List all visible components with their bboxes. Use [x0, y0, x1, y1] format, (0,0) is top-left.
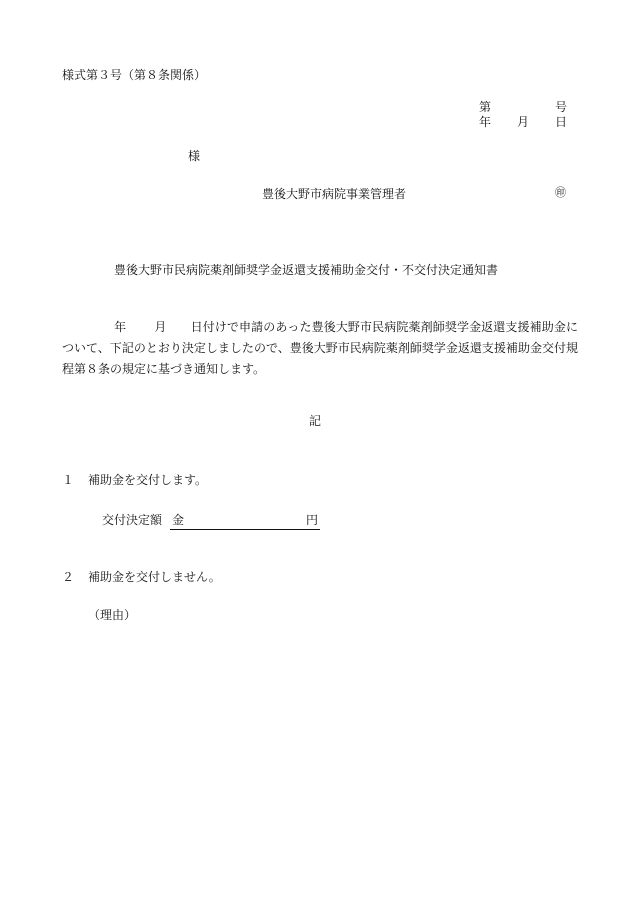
amount-prefix: 金 [172, 513, 185, 527]
doc-number-suffix: 号 [554, 100, 567, 114]
document-title: 豊後大野市民病院薬剤師奨学金返還支援補助金交付・不交付決定通知書 [114, 263, 499, 277]
addressee-suffix: 様 [188, 149, 201, 163]
item-1-text: 補助金を交付します。 [88, 473, 208, 487]
form-number: 様式第３号（第８条関係） [62, 68, 207, 82]
amount-unit: 円 [306, 513, 319, 527]
body-text: 日付けで申請のあった豊後大野市民病院薬剤師奨学金返還支援補助金について、下記のとおり決定しましたので、豊後大野市民病院薬剤師奨学金返還支援補助金交付規程第８条の規定に基づき通知します。 [62, 320, 578, 376]
reason-label: （理由） [88, 608, 137, 622]
amount-label: 交付決定額 [102, 513, 163, 527]
date-day: 日 [554, 115, 567, 129]
item-1-number: １ [62, 473, 75, 487]
date-year: 年 [479, 115, 492, 129]
body-paragraph [62, 317, 578, 380]
item-2-text: 補助金を交付しません。 [88, 570, 221, 584]
item-1 [62, 471, 207, 489]
date-month: 月 [517, 115, 530, 129]
item-2-number: ２ [62, 570, 75, 584]
item-2 [62, 568, 221, 586]
body-year: 年 [114, 320, 127, 334]
issuer-name: 豊後大野市病院事業管理者 [262, 187, 407, 201]
grant-amount-row [102, 511, 320, 530]
body-month: 月 [154, 320, 167, 334]
doc-number-prefix: 第 [479, 100, 492, 114]
seal-mark: ㊞ [555, 186, 566, 199]
amount-field[interactable] [170, 511, 320, 530]
ki-heading: 記 [309, 414, 322, 428]
